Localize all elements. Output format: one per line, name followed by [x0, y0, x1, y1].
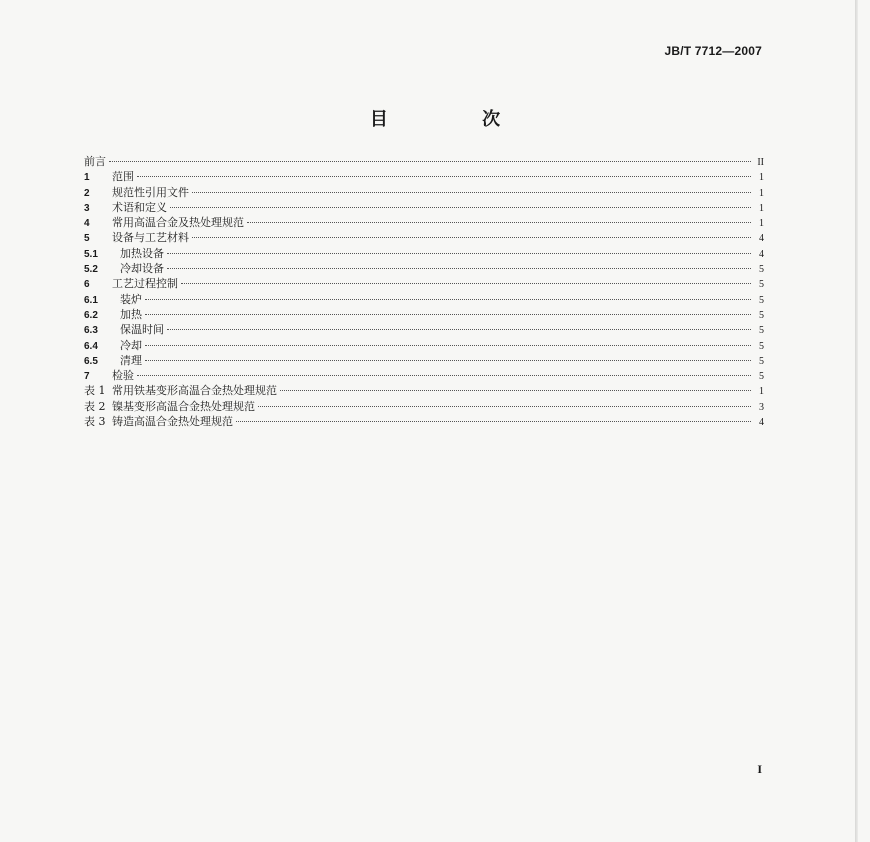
- toc-page-number: 4: [759, 233, 764, 245]
- toc-leader-dots: [145, 360, 751, 361]
- toc-leader-dots: [192, 237, 751, 238]
- page-title: 目 次: [369, 109, 545, 130]
- toc-page-number: 5: [759, 279, 764, 291]
- toc-table-number: 表 1: [84, 384, 106, 398]
- toc-page-number: 1: [759, 218, 764, 230]
- toc-section-number: 6.3: [84, 325, 98, 337]
- toc-title: 检验: [112, 369, 134, 383]
- toc-leader-dots: [181, 283, 751, 284]
- toc-title: 设备与工艺材料: [112, 231, 189, 245]
- toc-leader-dots: [192, 192, 751, 193]
- toc-title: 加热: [120, 307, 142, 321]
- toc-section-number: 4: [84, 218, 90, 230]
- toc-entry[interactable]: [84, 215, 764, 230]
- toc-title: 铸造高温合金热处理规范: [112, 415, 233, 429]
- table-of-contents: [84, 154, 764, 429]
- toc-page-number: 1: [759, 202, 764, 214]
- toc-leader-dots: [247, 222, 751, 223]
- toc-page-number: 5: [759, 325, 764, 337]
- toc-entry[interactable]: [84, 414, 764, 429]
- toc-leader-dots: [280, 390, 751, 391]
- toc-table-number: 表 2: [84, 399, 106, 413]
- toc-title: 加热设备: [120, 246, 164, 260]
- toc-title: 前言: [84, 155, 106, 168]
- toc-leader-dots: [145, 345, 751, 346]
- toc-section-number: 5.1: [84, 248, 98, 260]
- toc-entry[interactable]: [84, 230, 764, 245]
- toc-entry[interactable]: [84, 276, 764, 291]
- toc-entry[interactable]: [84, 307, 764, 322]
- standard-number: JB/T 7712—2007: [664, 44, 762, 58]
- toc-title: 保温时间: [120, 323, 164, 337]
- toc-page-number: 5: [759, 340, 764, 352]
- toc-section-number: 6.4: [84, 340, 98, 352]
- toc-page-number: II: [757, 157, 764, 168]
- toc-title: 范围: [112, 170, 134, 184]
- toc-page-number: 5: [759, 264, 764, 276]
- toc-title: 工艺过程控制: [112, 277, 178, 291]
- toc-leader-dots: [167, 268, 751, 269]
- toc-entry[interactable]: [84, 185, 764, 200]
- toc-entry[interactable]: [84, 338, 764, 353]
- toc-title: 规范性引用文件: [112, 185, 189, 199]
- toc-leader-dots: [145, 299, 751, 300]
- toc-page-number: 3: [759, 401, 764, 413]
- toc-table-number: 表 3: [84, 415, 106, 429]
- toc-leader-dots: [167, 329, 751, 330]
- toc-title: 镍基变形高温合金热处理规范: [112, 399, 255, 413]
- toc-title: 装炉: [120, 292, 142, 306]
- toc-section-number: 6: [84, 279, 90, 291]
- toc-section-number: 6.5: [84, 355, 98, 367]
- toc-entry[interactable]: [84, 368, 764, 383]
- toc-leader-dots: [258, 406, 751, 407]
- page-number: I: [757, 762, 762, 776]
- toc-entry[interactable]: [84, 246, 764, 261]
- toc-entry[interactable]: [84, 383, 764, 398]
- toc-leader-dots: [170, 207, 751, 208]
- toc-leader-dots: [137, 176, 751, 177]
- toc-leader-dots: [236, 421, 751, 422]
- toc-page-number: 5: [759, 309, 764, 321]
- toc-leader-dots: [109, 161, 751, 162]
- toc-section-number: 1: [84, 172, 90, 184]
- toc-entry[interactable]: [84, 322, 764, 337]
- toc-title: 常用铁基变形高温合金热处理规范: [112, 384, 277, 398]
- toc-title: 冷却设备: [120, 262, 164, 276]
- toc-section-number: 3: [84, 202, 90, 214]
- toc-entry[interactable]: [84, 154, 764, 169]
- toc-entry[interactable]: [84, 200, 764, 215]
- toc-leader-dots: [137, 375, 751, 376]
- toc-section-number: 7: [84, 371, 90, 383]
- toc-page-number: 5: [759, 355, 764, 367]
- toc-entry[interactable]: [84, 261, 764, 276]
- toc-leader-dots: [167, 253, 751, 254]
- toc-page-number: 1: [759, 172, 764, 184]
- toc-page-number: 1: [759, 386, 764, 398]
- toc-title: 冷却: [120, 338, 142, 352]
- toc-page-number: 5: [759, 294, 764, 306]
- toc-title: 清理: [120, 353, 142, 367]
- toc-entry[interactable]: [84, 292, 764, 307]
- toc-page-number: 4: [759, 248, 764, 260]
- toc-leader-dots: [145, 314, 751, 315]
- toc-entry[interactable]: [84, 169, 764, 184]
- toc-page-number: 1: [759, 187, 764, 199]
- toc-section-number: 6.2: [84, 309, 98, 321]
- toc-section-number: 2: [84, 187, 90, 199]
- toc-title: 常用高温合金及热处理规范: [112, 216, 244, 230]
- toc-section-number: 5: [84, 233, 90, 245]
- toc-entry[interactable]: [84, 399, 764, 414]
- toc-section-number: 5.2: [84, 264, 98, 276]
- toc-section-number: 6.1: [84, 294, 98, 306]
- toc-page-number: 4: [759, 417, 764, 429]
- toc-title: 术语和定义: [112, 200, 167, 214]
- toc-page-number: 5: [759, 371, 764, 383]
- toc-entry[interactable]: [84, 353, 764, 368]
